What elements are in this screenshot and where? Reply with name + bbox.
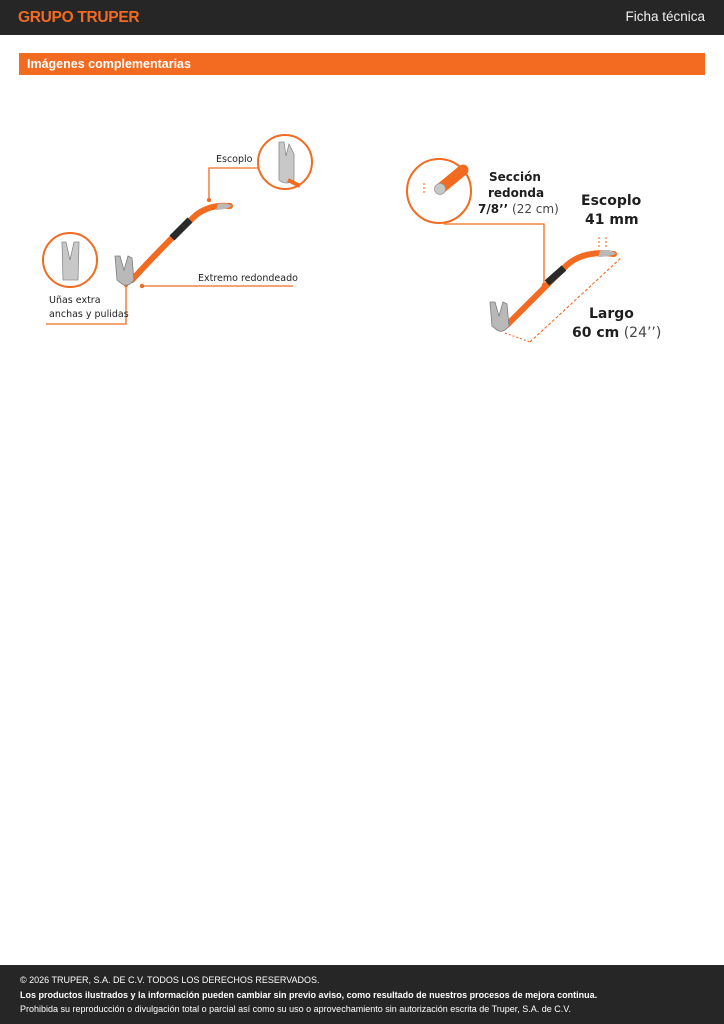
wrecking-bar-dimensions-figure: [362, 120, 724, 360]
chisel-leader-line: [209, 168, 258, 200]
label-chisel: Escoplo: [216, 154, 253, 165]
label-section-metric: (22 cm): [512, 202, 559, 216]
section-leader-line: [444, 224, 544, 285]
label-chisel-dim: Escoplo: [581, 193, 642, 209]
footer-notice: Los productos ilustrados y la información pueden cambiar sin previo aviso, como resultado de nuestros procesos de mejora continua.: [20, 990, 598, 1000]
label-chisel-value: 41 mm: [585, 212, 639, 228]
label-claws-line2: anchas y pulidas: [49, 309, 129, 320]
footer-prohibition: Prohibida su reproducción o divulgación total o parcial así como su uso o aprovechamiento sin autorización escrita de Truper, S.A. de C.V.: [20, 1004, 571, 1014]
bar-claw-end: [115, 256, 134, 285]
wrecking-bar-features-figure: [0, 120, 362, 350]
brand-logo: GRUPO TRUPER: [18, 9, 140, 26]
label-section-value: 7/8’’: [478, 202, 509, 216]
chisel-leader-dot: [207, 198, 211, 202]
label-section-line1: Sección: [489, 170, 541, 184]
document-type: Ficha técnica: [625, 9, 705, 24]
length-dimension-cap-left: [505, 333, 530, 342]
label-rounded-end: Extremo redondeado: [198, 273, 298, 284]
footer-copyright: © 2026 TRUPER, S.A. DE C.V. TODOS LOS DERECHOS RESERVADOS.: [20, 975, 320, 985]
top-bar: [0, 0, 724, 35]
section-header: [19, 53, 705, 75]
section-detail-face: [435, 184, 446, 195]
label-length: Largo: [589, 306, 634, 322]
section-title: Imágenes complementarias: [27, 57, 191, 71]
bar-grip: [172, 220, 190, 238]
wrecking-bar-dimensions-illustration: [362, 120, 724, 360]
label-length-value: 60 cm: [572, 325, 620, 341]
label-claws-line1: Uñas extra: [49, 295, 101, 306]
label-length-imperial: (24’’): [623, 325, 662, 341]
bar-grip: [547, 268, 564, 283]
bar-claw-end: [490, 302, 509, 331]
label-section-line2: redonda: [488, 186, 545, 200]
rounded-end-leader-dot: [140, 284, 144, 288]
bar-body: [132, 206, 230, 280]
footer: [0, 965, 724, 1024]
